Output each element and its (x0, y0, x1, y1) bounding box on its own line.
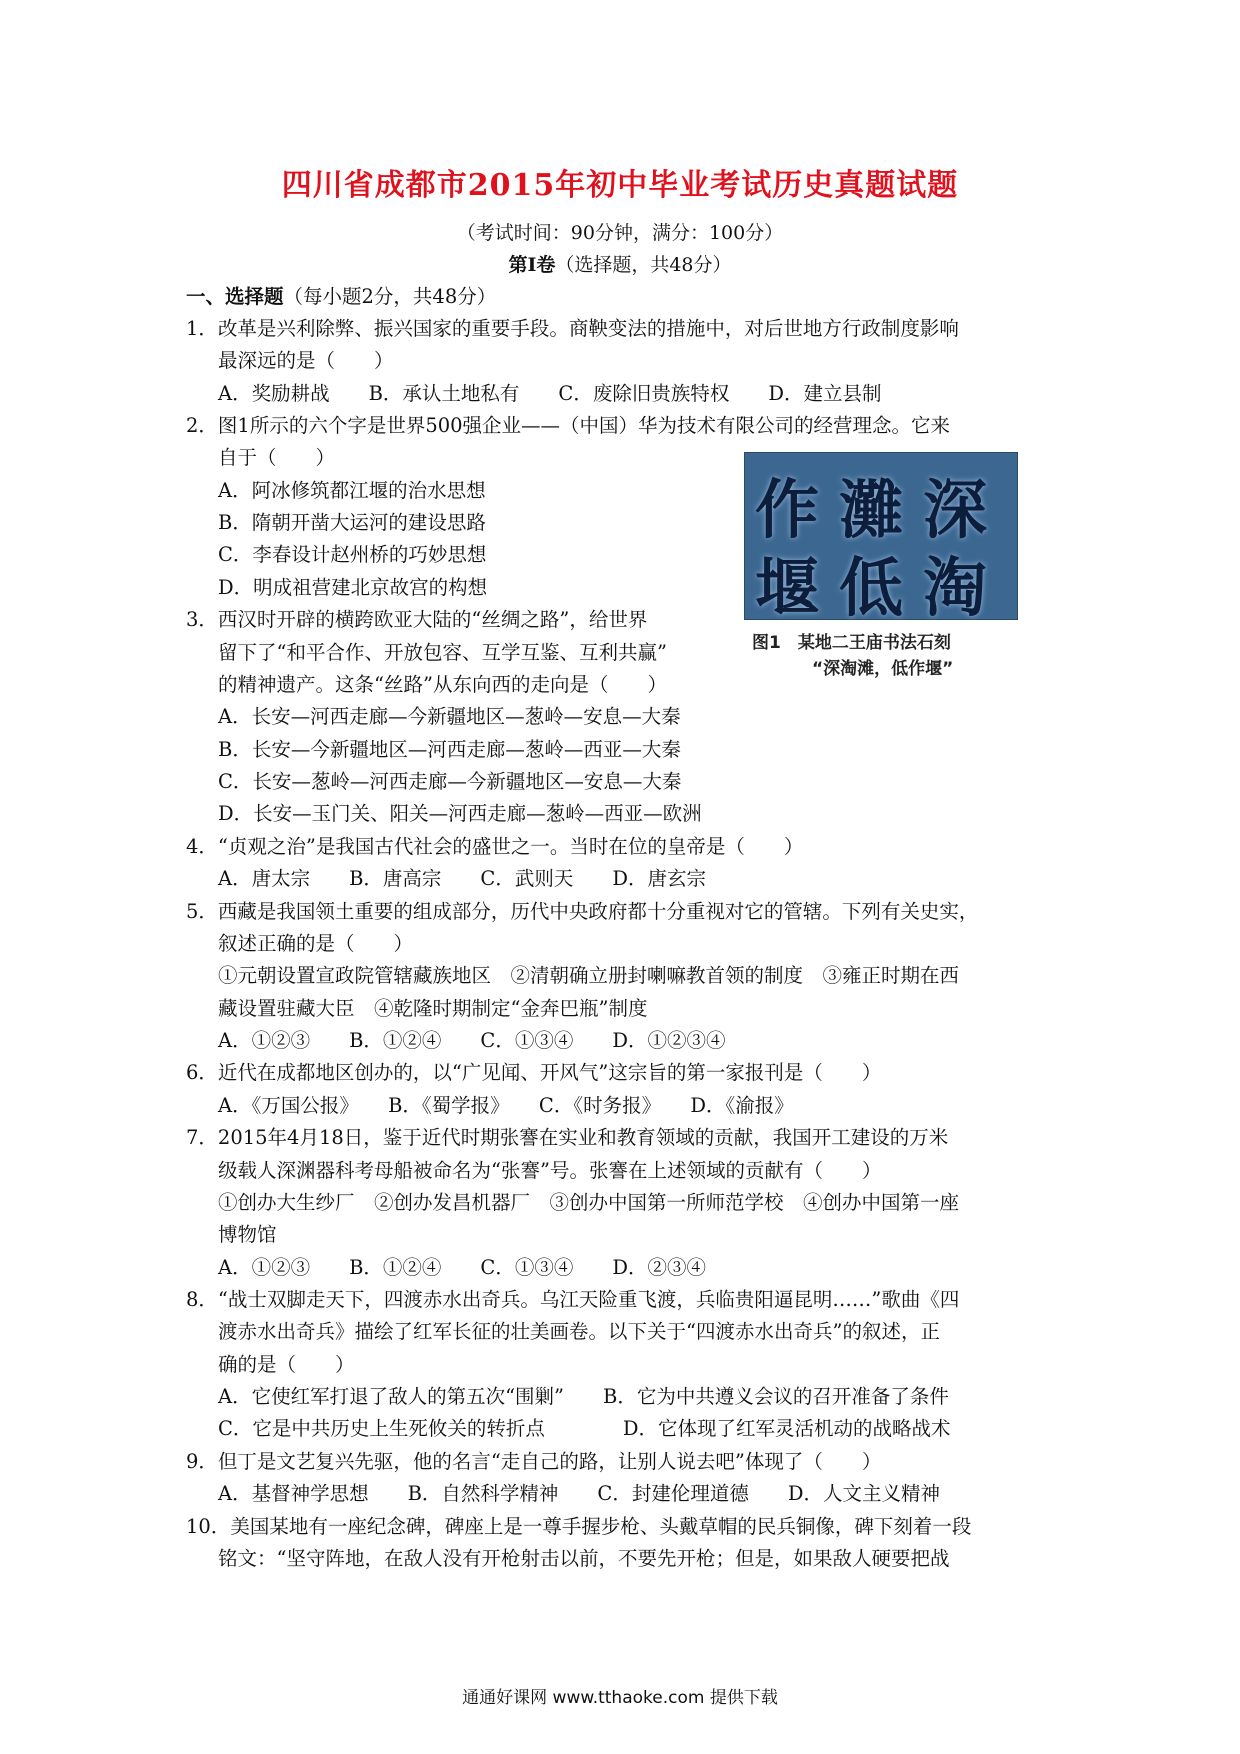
page-footer: 通通好课网 www.tthaoke.com 提供下载 (462, 1688, 778, 1708)
q8-line-1: 8．“战士双脚走天下，四渡赤水出奇兵。乌江天险重飞渡，兵临贵阳逼昆明……”歌曲《四 (186, 1288, 960, 1311)
q3-option-a: A．长安—河西走廊—今新疆地区—葱岭—安息—大秦 (218, 705, 681, 728)
q5-options: A．①②③ B．①②④ C．①③④ D．①②③④ (218, 1029, 726, 1052)
page-title: 四川省成都市2015年初中毕业考试历史真题试题 (281, 168, 959, 203)
fig-char-4: 淘 (923, 551, 987, 626)
q1-line-1: 1．改革是兴利除弊、振兴国家的重要手段。商鞅变法的措施中，对后世地方行政制度影响 (186, 317, 959, 340)
q3-line-1: 3．西汉时开辟的横跨欧亚大陆的“丝绸之路”，给世界 (186, 608, 648, 631)
fig-char-5: 低 (839, 551, 903, 626)
volume-heading (0, 250, 1240, 277)
q1-line-2: 最深远的是（ ） (218, 349, 394, 372)
q5-line-4: 藏设置驻藏大臣 ④乾隆时期制定“金奔巴瓶”制度 (218, 997, 648, 1020)
q8-options-cd: C．它是中共历史上生死攸关的转折点 D．它体现了红军灵活机动的战略战术 (218, 1417, 951, 1440)
q4-line-1: 4．“贞观之治”是我国古代社会的盛世之一。当时在位的皇帝是（ ） (186, 835, 804, 858)
q5-line-1: 5．西藏是我国领土重要的组成部分，历代中央政府都十分重视对它的管辖。下列有关史实， (186, 900, 979, 923)
q2-option-a: A．阿冰修筑都江堰的治水思想 (218, 479, 486, 502)
q4-options: A．唐太宗 B．唐高宗 C．武则天 D．唐玄宗 (218, 867, 706, 890)
q7-line-2: 级载人深渊器科考母船被命名为“张謇”号。张謇在上述领域的贡献有（ ） (218, 1159, 882, 1182)
q10-line-2: 铭文：“坚守阵地，在敌人没有开枪射击以前，不要先开枪；但是，如果敌人硬要把战 (218, 1547, 950, 1570)
q6-options: A．《万国公报》 B．《蜀学报》 C．《时务报》 D．《渝报》 (218, 1094, 794, 1117)
section-note: （每小题2分，共48分） (283, 285, 497, 308)
q2-line-2: 自于（ ） (218, 446, 336, 469)
q5-line-3: ①元朝设置宣政院管辖藏族地区 ②清朝确立册封喇嘛教首领的制度 ③雍正时期在西 (218, 964, 960, 987)
q3-line-3: 的精神遗产。这条“丝路”从东向西的走向是（ ） (218, 673, 667, 696)
figure-calligraphy-image (744, 452, 1018, 626)
q3-option-b: B．长安—今新疆地区—河西走廊—葱岭—西亚—大秦 (218, 738, 681, 761)
q7-line-4: 博物馆 (218, 1223, 277, 1246)
q10-line-1: 10．美国某地有一座纪念碑，碑座上是一尊手握步枪、头戴草帽的民兵铜像，碑下刻着一段 (186, 1515, 972, 1538)
q7-options: A．①②③ B．①②④ C．①③④ D．②③④ (218, 1256, 706, 1279)
q2-option-c: C．李春设计赵州桥的巧妙思想 (218, 543, 487, 566)
fig-char-1: 深 (923, 473, 987, 548)
volume-note: （选择题，共48分） (555, 254, 732, 276)
volume-label: 第Ⅰ卷 (508, 254, 556, 276)
q3-option-d: D．长安—玉门关、阳关—河西走廊—葱岭—西亚—欧洲 (218, 802, 702, 825)
section-heading (186, 282, 496, 312)
q1-options: A．奖励耕战 B．承认土地私有 C．废除旧贵族特权 D．建立县制 (218, 382, 882, 405)
q8-line-2: 渡赤水出奇兵》描绘了红军长征的壮美画卷。以下关于“四渡赤水出奇兵”的叙述，正 (218, 1320, 940, 1343)
q9-line-1: 9．但丁是文艺复兴先驱，他的名言“走自己的路，让别人说去吧”体现了（ ） (186, 1450, 882, 1473)
fig-char-2: 灘 (839, 473, 903, 548)
q3-option-c: C．长安—葱岭—河西走廊—今新疆地区—安息—大秦 (218, 770, 682, 793)
q8-line-3: 确的是（ ） (218, 1353, 355, 1376)
q5-line-2: 叙述正确的是（ ） (218, 932, 414, 955)
fig-char-3: 作 (755, 473, 819, 548)
q8-options-ab: A．它使红军打退了敌人的第五次“围剿” B．它为中共遵义会议的召开准备了条件 (218, 1385, 949, 1408)
figure-caption-quote: “深淘滩，低作堰” (812, 659, 954, 679)
q3-line-2: 留下了“和平合作、开放包容、互学互鉴、互利共赢” (218, 641, 667, 664)
q2-option-b: B．隋朝开凿大运河的建设思路 (218, 511, 486, 534)
fig-char-6: 堰 (755, 551, 819, 626)
q2-option-d: D．明成祖营建北京故宫的构想 (218, 576, 488, 599)
q7-line-1: 7．2015年4月18日，鉴于近代时期张謇在实业和教育领域的贡献，我国开工建设的万米 (186, 1126, 949, 1149)
exam-info: （考试时间：90分钟，满分：100分） (456, 222, 784, 244)
q7-line-3: ①创办大生纱厂 ②创办发昌机器厂 ③创办中国第一所师范学校 ④创办中国第一座 (218, 1191, 960, 1214)
q6-line-1: 6．近代在成都地区创办的，以“广见闻、开风气”这宗旨的第一家报刊是（ ） (186, 1061, 882, 1084)
section-label: 一、选择题 (186, 285, 284, 308)
q9-options: A．基督神学思想 B．自然科学精神 C．封建伦理道德 D．人文主义精神 (218, 1482, 940, 1505)
q2-line-1: 2．图1所示的六个字是世界500强企业——（中国）华为技术有限公司的经营理念。它来 (186, 414, 951, 437)
figure-caption: 图1 某地二王庙书法石刻 (752, 633, 951, 653)
